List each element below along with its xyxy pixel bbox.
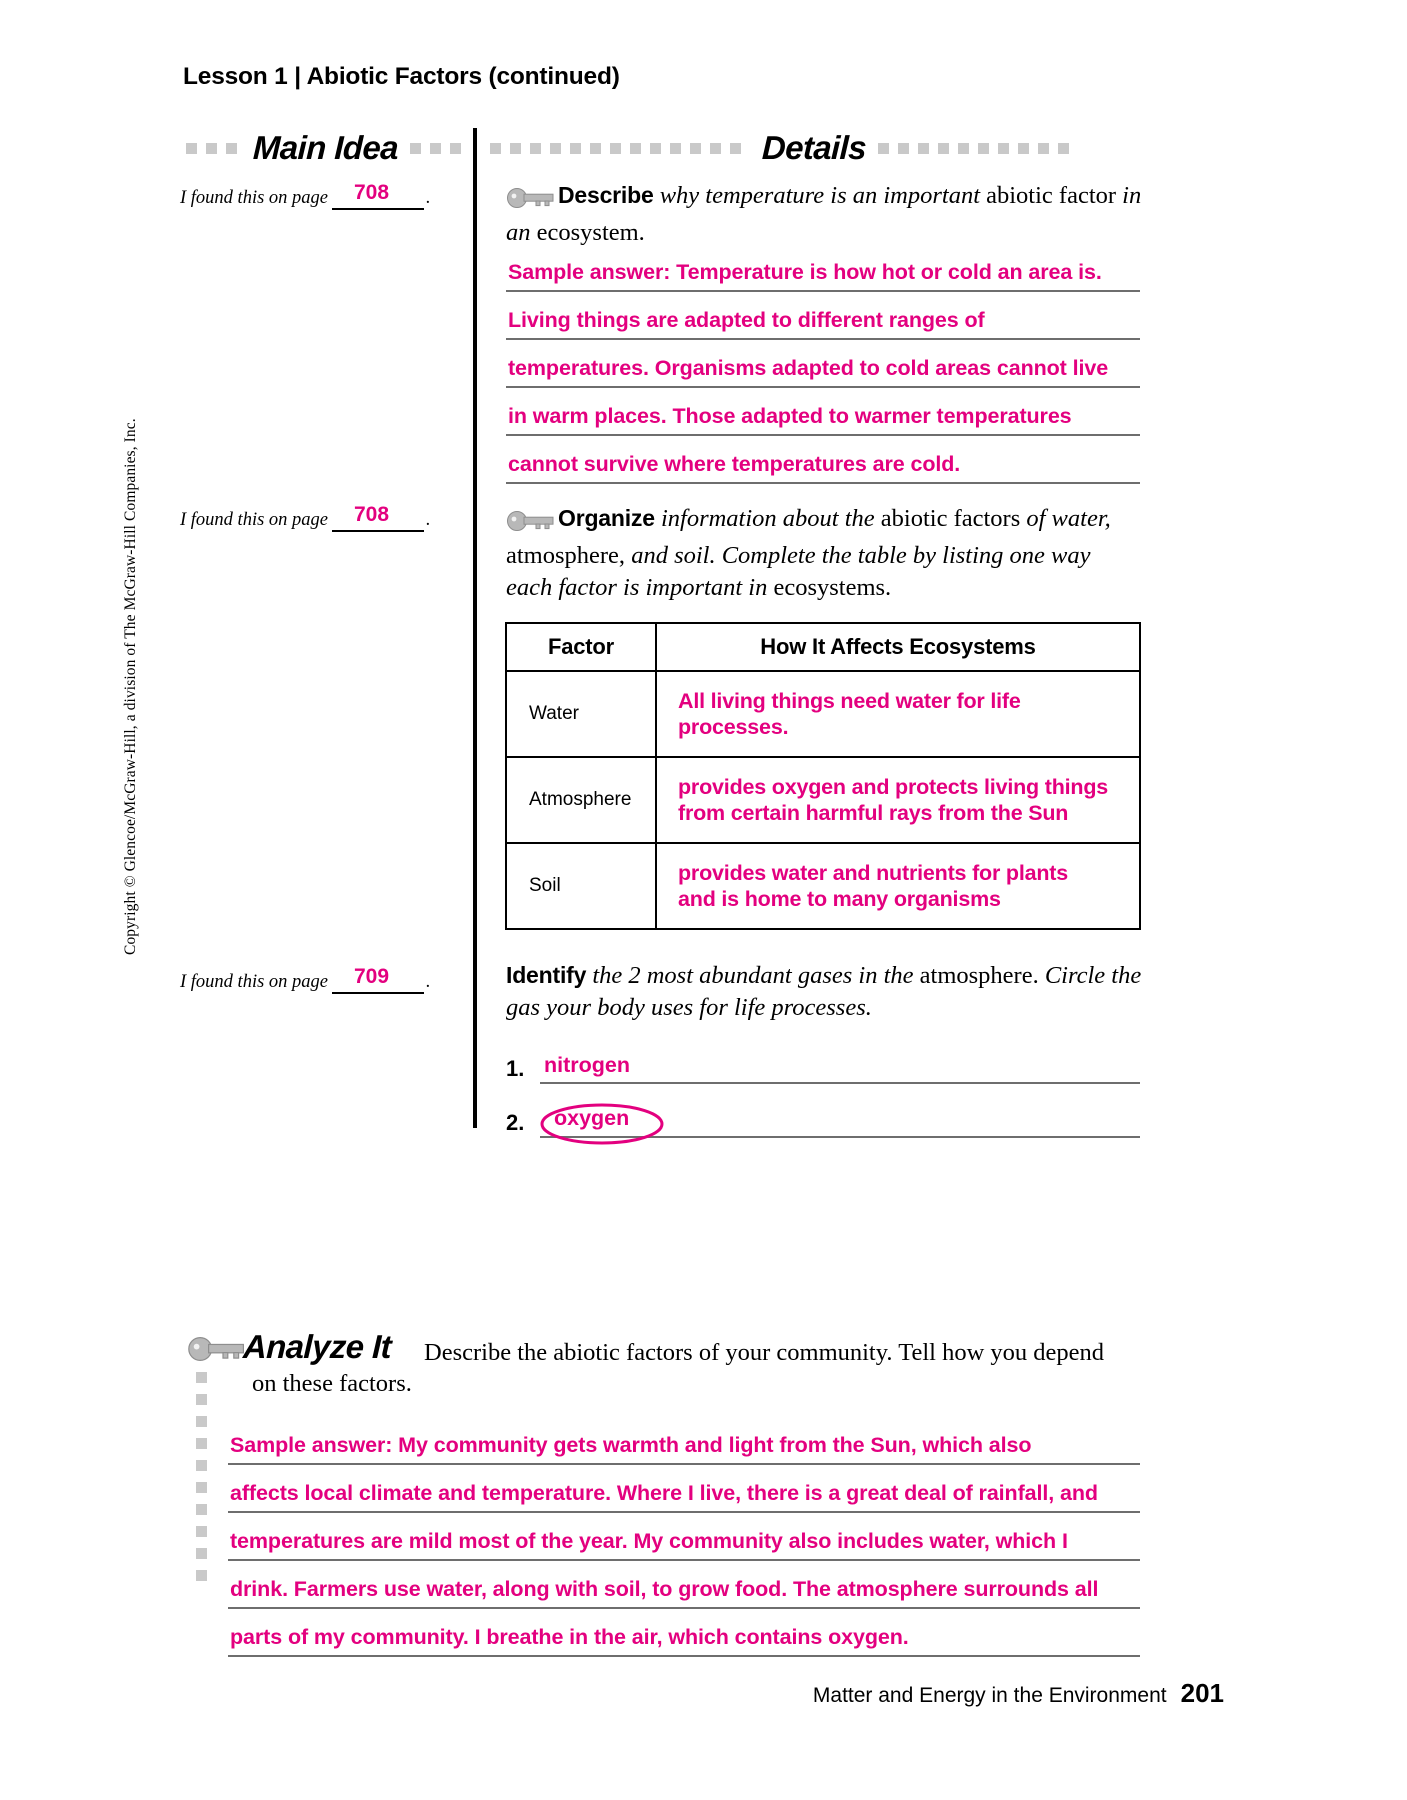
found-label-3: I found this on page bbox=[180, 972, 328, 992]
prompt-organize-part3: abiotic factors bbox=[880, 505, 1027, 532]
answer-text: Sample answer: Temperature is how hot or cold an area is. bbox=[508, 260, 1102, 284]
table-cell-effect[interactable] bbox=[656, 671, 1140, 757]
prompt-describe-part3: abiotic factor bbox=[986, 182, 1123, 209]
table-cell-factor: Soil bbox=[506, 843, 656, 929]
answer-line[interactable] bbox=[506, 292, 1140, 340]
copyright-notice: Copyright © Glencoe/McGraw-Hill, a division of The McGraw-Hill Companies, Inc. bbox=[122, 418, 139, 955]
table-cell-effect-line: provides water and nutrients for plants bbox=[678, 860, 1069, 885]
answer-text: in warm places. Those adapted to warmer temperatures bbox=[508, 404, 1072, 428]
answer-line[interactable] bbox=[506, 388, 1140, 436]
prompt-identify-part2: the 2 most abundant gases in the bbox=[586, 962, 920, 989]
found-page-number-3: 709 bbox=[354, 965, 390, 988]
table-cell-effect-line: processes. bbox=[678, 715, 789, 739]
found-label-1: I found this on page bbox=[180, 188, 328, 208]
numbered-answer-list bbox=[506, 1030, 1140, 1138]
table-row bbox=[506, 843, 1140, 929]
answer-line[interactable] bbox=[228, 1465, 1140, 1513]
banner-dots-left bbox=[186, 143, 241, 154]
table-cell-effect[interactable] bbox=[656, 843, 1140, 929]
answer-text: Sample answer: My community gets warmth and light from the Sun, which also bbox=[230, 1433, 1032, 1457]
analyze-it-title: Analyze It bbox=[242, 1328, 392, 1365]
prompt-identify-verb: Identify bbox=[506, 962, 587, 988]
answer-text: Living things are adapted to different ranges of bbox=[508, 308, 985, 332]
numbered-answer-value: oxygen bbox=[554, 1106, 630, 1130]
banner-main-idea-label: Main Idea bbox=[251, 129, 399, 166]
answer-text: temperatures. Organisms adapted to cold areas cannot live bbox=[508, 356, 1109, 380]
banner-details-dots-left bbox=[490, 143, 750, 154]
answer-text: parts of my community. I breathe in the air, which contains oxygen. bbox=[230, 1625, 909, 1649]
table-row bbox=[506, 757, 1140, 843]
footer-page-number: 201 bbox=[1180, 1678, 1224, 1708]
found-page-number-1: 708 bbox=[354, 181, 390, 204]
found-on-page-2 bbox=[180, 503, 431, 532]
answer-text: temperatures are mild most of the year. My community also includes water, which I bbox=[230, 1529, 1068, 1553]
key-icon bbox=[506, 185, 556, 217]
key-icon bbox=[506, 508, 556, 540]
banner-main-idea bbox=[186, 131, 464, 165]
prompt-organize-part4: of water, bbox=[1026, 505, 1111, 532]
prompt-describe bbox=[506, 180, 1142, 249]
prompt-identify bbox=[506, 960, 1142, 1024]
answer-line[interactable] bbox=[228, 1609, 1140, 1657]
prompt-describe-part2: why temperature is an important bbox=[653, 182, 987, 209]
banner-details bbox=[490, 131, 1138, 165]
circled-answer[interactable] bbox=[538, 1100, 645, 1137]
answer-line[interactable] bbox=[506, 340, 1140, 388]
page-footer bbox=[813, 1678, 1224, 1709]
answer-line[interactable] bbox=[228, 1513, 1140, 1561]
found-on-page-3 bbox=[180, 965, 431, 994]
prompt-describe-part4: in an bbox=[506, 182, 1142, 246]
answer-text: drink. Farmers use water, along with soil, to grow food. The atmosphere surrounds all bbox=[230, 1577, 1099, 1601]
table-cell-effect-line: from certain harmful rays from the Sun bbox=[678, 801, 1069, 825]
table-row bbox=[506, 671, 1140, 757]
answer-block-analyze bbox=[228, 1417, 1140, 1657]
answer-text: affects local climate and temperature. Where I live, there is a great deal of rainfall, and bbox=[230, 1481, 1098, 1505]
prompt-describe-verb: Describe bbox=[558, 182, 654, 208]
table-header-effect: How It Affects Ecosystems bbox=[656, 623, 1140, 671]
answer-line[interactable] bbox=[506, 244, 1140, 292]
found-page-number-2: 708 bbox=[354, 503, 390, 526]
prompt-identify-part4: Circle the gas your body uses for life processes. bbox=[506, 962, 1142, 1021]
analyze-prompt-line-2: on these factors. bbox=[252, 1370, 412, 1397]
answer-text: cannot survive where temperatures are cold. bbox=[508, 452, 961, 476]
numbered-answer-row bbox=[506, 1030, 1140, 1084]
prompt-organize bbox=[506, 503, 1142, 604]
prompt-describe-part5: ecosystem. bbox=[536, 218, 645, 246]
banner-details-dots-right bbox=[878, 143, 1138, 154]
list-number: 2. bbox=[506, 1110, 525, 1135]
table-cell-factor: Atmosphere bbox=[506, 757, 656, 843]
prompt-organize-part2: information about the bbox=[654, 505, 881, 532]
prompt-identify-part3: atmosphere. bbox=[919, 962, 1045, 989]
prompt-organize-part5: atmosphere, bbox=[506, 541, 632, 569]
key-icon bbox=[186, 1337, 248, 1366]
found-blank-2[interactable] bbox=[332, 503, 424, 532]
numbered-answer-value: nitrogen bbox=[544, 1053, 630, 1077]
prompt-organize-part7: ecosystems. bbox=[773, 573, 892, 601]
table-header-row bbox=[506, 623, 1140, 671]
found-blank-3[interactable] bbox=[332, 965, 424, 994]
analyze-side-dots bbox=[196, 1372, 207, 1581]
found-period-1: . bbox=[426, 188, 431, 208]
prompt-organize-part6: and soil. Complete the table by listing one way each factor is important in bbox=[506, 541, 1091, 601]
table-header-factor: Factor bbox=[506, 623, 656, 671]
banner-dots-right bbox=[410, 143, 465, 154]
table-cell-effect-line: All living things need water for life bbox=[678, 688, 1021, 713]
table-cell-effect-line: and is home to many organisms bbox=[678, 887, 1001, 911]
factor-table bbox=[505, 622, 1141, 930]
answer-line[interactable] bbox=[228, 1561, 1140, 1609]
table-cell-effect-line: provides oxygen and protects living things bbox=[678, 774, 1109, 799]
prompt-organize-verb: Organize bbox=[558, 505, 655, 531]
found-period-3: . bbox=[426, 972, 431, 992]
numbered-answer-row bbox=[506, 1084, 1140, 1138]
table-cell-effect[interactable] bbox=[656, 757, 1140, 843]
found-blank-1[interactable] bbox=[332, 181, 424, 210]
analyze-prompt-line-1: Describe the abiotic factors of your community. Tell how you depend bbox=[424, 1339, 1105, 1366]
answer-line[interactable] bbox=[228, 1417, 1140, 1465]
answer-line[interactable] bbox=[506, 436, 1140, 484]
list-number: 1. bbox=[506, 1056, 525, 1081]
table-cell-factor: Water bbox=[506, 671, 656, 757]
found-period-2: . bbox=[426, 510, 431, 530]
found-on-page-1 bbox=[180, 181, 431, 210]
found-label-2: I found this on page bbox=[180, 510, 328, 530]
answer-block-describe bbox=[506, 244, 1140, 484]
column-divider bbox=[473, 128, 477, 1128]
footer-chapter-title: Matter and Energy in the Environment bbox=[812, 1684, 1167, 1707]
page-title: Lesson 1 | Abiotic Factors (continued) bbox=[183, 63, 620, 90]
banner-details-label: Details bbox=[761, 129, 867, 166]
